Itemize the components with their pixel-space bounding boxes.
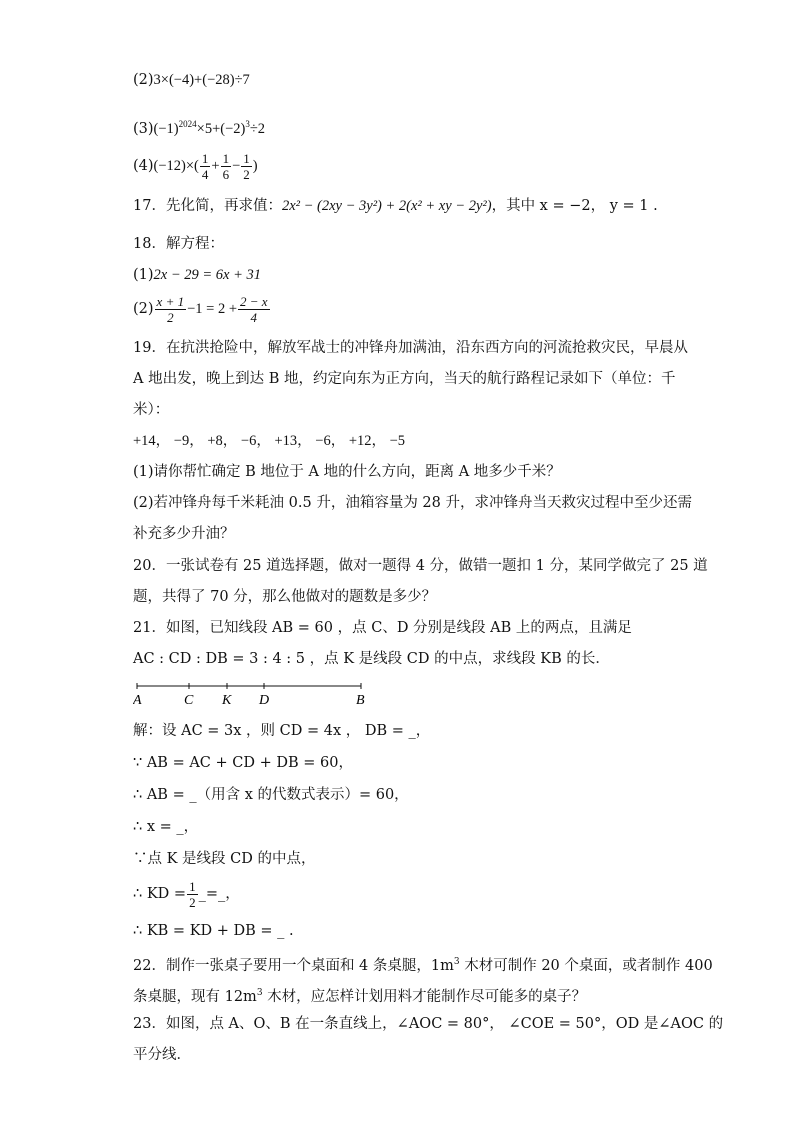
question-text: 木材可制作 20 个桌面，或者制作 400 bbox=[459, 957, 713, 974]
question-text: 条桌腿，现有 12m bbox=[133, 988, 257, 1005]
denominator: 4 bbox=[201, 166, 209, 182]
question-22-line1 bbox=[133, 952, 713, 976]
operator: + bbox=[211, 158, 220, 174]
expr-part: _=_， bbox=[198, 886, 240, 902]
expr-part: ×5+(−2) bbox=[196, 120, 246, 137]
solution-step-2: ∵ AB = AC + CD + DB = 60， bbox=[133, 755, 353, 771]
item-label: (2) bbox=[133, 72, 154, 88]
expression: 3×(−4)+(−28)÷7 bbox=[153, 72, 250, 88]
expr-part: (−12)×( bbox=[153, 158, 199, 174]
problem-16-3 bbox=[133, 114, 265, 139]
question-21-line2: AC : CD : DB = 3 : 4 : 5 ，点 K 是线段 CD 的中点，求线段 KB 的长． bbox=[133, 651, 610, 667]
question-23-line2: 平分线． bbox=[133, 1047, 191, 1063]
denominator: 6 bbox=[222, 166, 230, 182]
solution-step-6 bbox=[133, 877, 240, 911]
question-text: 22．制作一张桌子要用一个桌面和 4 条桌腿，1m bbox=[133, 957, 454, 974]
problem-16-4 bbox=[133, 150, 258, 182]
operator: − bbox=[232, 158, 241, 174]
denominator: 2 bbox=[243, 166, 250, 182]
equation: 2x − 29 = 6x + 31 bbox=[153, 267, 262, 283]
fraction bbox=[187, 879, 198, 910]
denominator: 4 bbox=[250, 309, 258, 325]
question-22-line2 bbox=[133, 983, 586, 1007]
segment-figure bbox=[133, 680, 373, 710]
exponent: 3 bbox=[245, 119, 250, 129]
expr-part: ∴ KD = bbox=[133, 886, 187, 902]
fraction bbox=[200, 151, 211, 182]
exponent: 3 bbox=[453, 957, 460, 967]
numerator: x + 1 bbox=[156, 293, 185, 309]
question-18-title: 18．解方程： bbox=[133, 236, 224, 252]
numerator: 1 bbox=[222, 150, 230, 166]
numerator: 1 bbox=[201, 150, 209, 166]
question-19-part2: (2)若冲锋舟每千米耗油 0.5 升，油箱容量为 28 升，求冲锋舟当天救灾过程中至少还需 bbox=[133, 495, 692, 511]
numerator: 1 bbox=[243, 150, 250, 166]
point-label-a: A bbox=[133, 693, 142, 708]
denominator: 2 bbox=[189, 894, 196, 910]
question-19-line2: A 地出发，晚上到达 B 地，约定向东为正方向，当天的航行路程记录如下（单位：千 bbox=[133, 371, 676, 387]
expr-part: (−1) bbox=[153, 120, 179, 137]
segment-diagram bbox=[133, 680, 373, 710]
equation-18-2 bbox=[133, 292, 271, 326]
solution-step-7: ∴ KB = KD + DB = _ . bbox=[133, 923, 294, 939]
point-label-c: C bbox=[184, 693, 194, 708]
question-20-line1: 20．一张试卷有 25 道选择题，做对一题得 4 分，做错一题扣 1 分，某同学做完了 25 道 bbox=[133, 558, 708, 574]
solution-step-1: 解：设 AC = 3x ，则 CD = 4x ， DB = _， bbox=[133, 723, 431, 739]
solution-step-3: ∴ AB = _（用含 x 的代数式表示）= 60， bbox=[133, 787, 409, 803]
expr-part: ) bbox=[252, 158, 258, 174]
question-21-line1: 21．如图，已知线段 AB = 60 ，点 C、D 分别是线段 AB 上的两点，且满足 bbox=[133, 620, 632, 636]
fraction bbox=[238, 294, 270, 325]
point-label-b: B bbox=[356, 693, 365, 708]
problem-16-2 bbox=[133, 70, 250, 90]
point-label-k: K bbox=[222, 693, 232, 708]
exponent: 3 bbox=[256, 988, 263, 998]
solution-step-5: ∵点 K 是线段 CD 的中点， bbox=[133, 851, 316, 867]
distance-record: +14， −9， +8， −6， +13， −6， +12， −5 bbox=[133, 433, 406, 449]
item-label: (1) bbox=[133, 267, 154, 283]
fraction bbox=[241, 151, 252, 182]
exponent: 2024 bbox=[178, 119, 197, 129]
question-19-line3: 米）： bbox=[133, 402, 170, 418]
question-23-line1: 23．如图，点 A、O、B 在一条直线上，∠AOC = 80°， ∠COE = 50°，OD 是∠AOC 的 bbox=[133, 1016, 724, 1032]
question-20-line2: 题，共得了 70 分，那么他做对的题数是多少？ bbox=[133, 589, 437, 605]
equation-18-1 bbox=[133, 265, 261, 285]
fraction bbox=[221, 151, 232, 182]
numerator: 2 − x bbox=[240, 293, 268, 309]
question-text: 17．先化简，再求值： bbox=[133, 198, 282, 214]
point-label-d: D bbox=[259, 693, 270, 708]
question-19-line1: 19．在抗洪抢险中，解放军战士的冲锋舟加满油，沿东西方向的河流抢救灾民，早晨从 bbox=[133, 340, 688, 356]
question-17 bbox=[133, 196, 658, 216]
solution-step-4: ∴ x = _， bbox=[133, 819, 199, 835]
expr-part: ÷2 bbox=[249, 120, 266, 137]
condition: ，其中 x = −2， y = 1 . bbox=[491, 198, 658, 214]
numerator: 1 bbox=[189, 878, 196, 894]
item-label: (2) bbox=[133, 301, 154, 317]
question-text: 木材，应怎样计划用料才能制作尽可能多的桌子？ bbox=[262, 988, 587, 1005]
item-label: (3) bbox=[133, 120, 154, 137]
expr-part: −1 = 2 + bbox=[187, 301, 238, 317]
fraction bbox=[155, 294, 187, 325]
question-19-part1: (1)请你帮忙确定 B 地位于 A 地的什么方向，距离 A 地多少千米？ bbox=[133, 464, 561, 480]
expression: 2x² − (2xy − 3y²) + 2(x² + xy − 2y²) bbox=[281, 198, 492, 214]
denominator: 2 bbox=[167, 309, 174, 325]
item-label: (4) bbox=[133, 158, 154, 174]
question-19-part2-cont: 补充多少升油？ bbox=[133, 526, 235, 542]
